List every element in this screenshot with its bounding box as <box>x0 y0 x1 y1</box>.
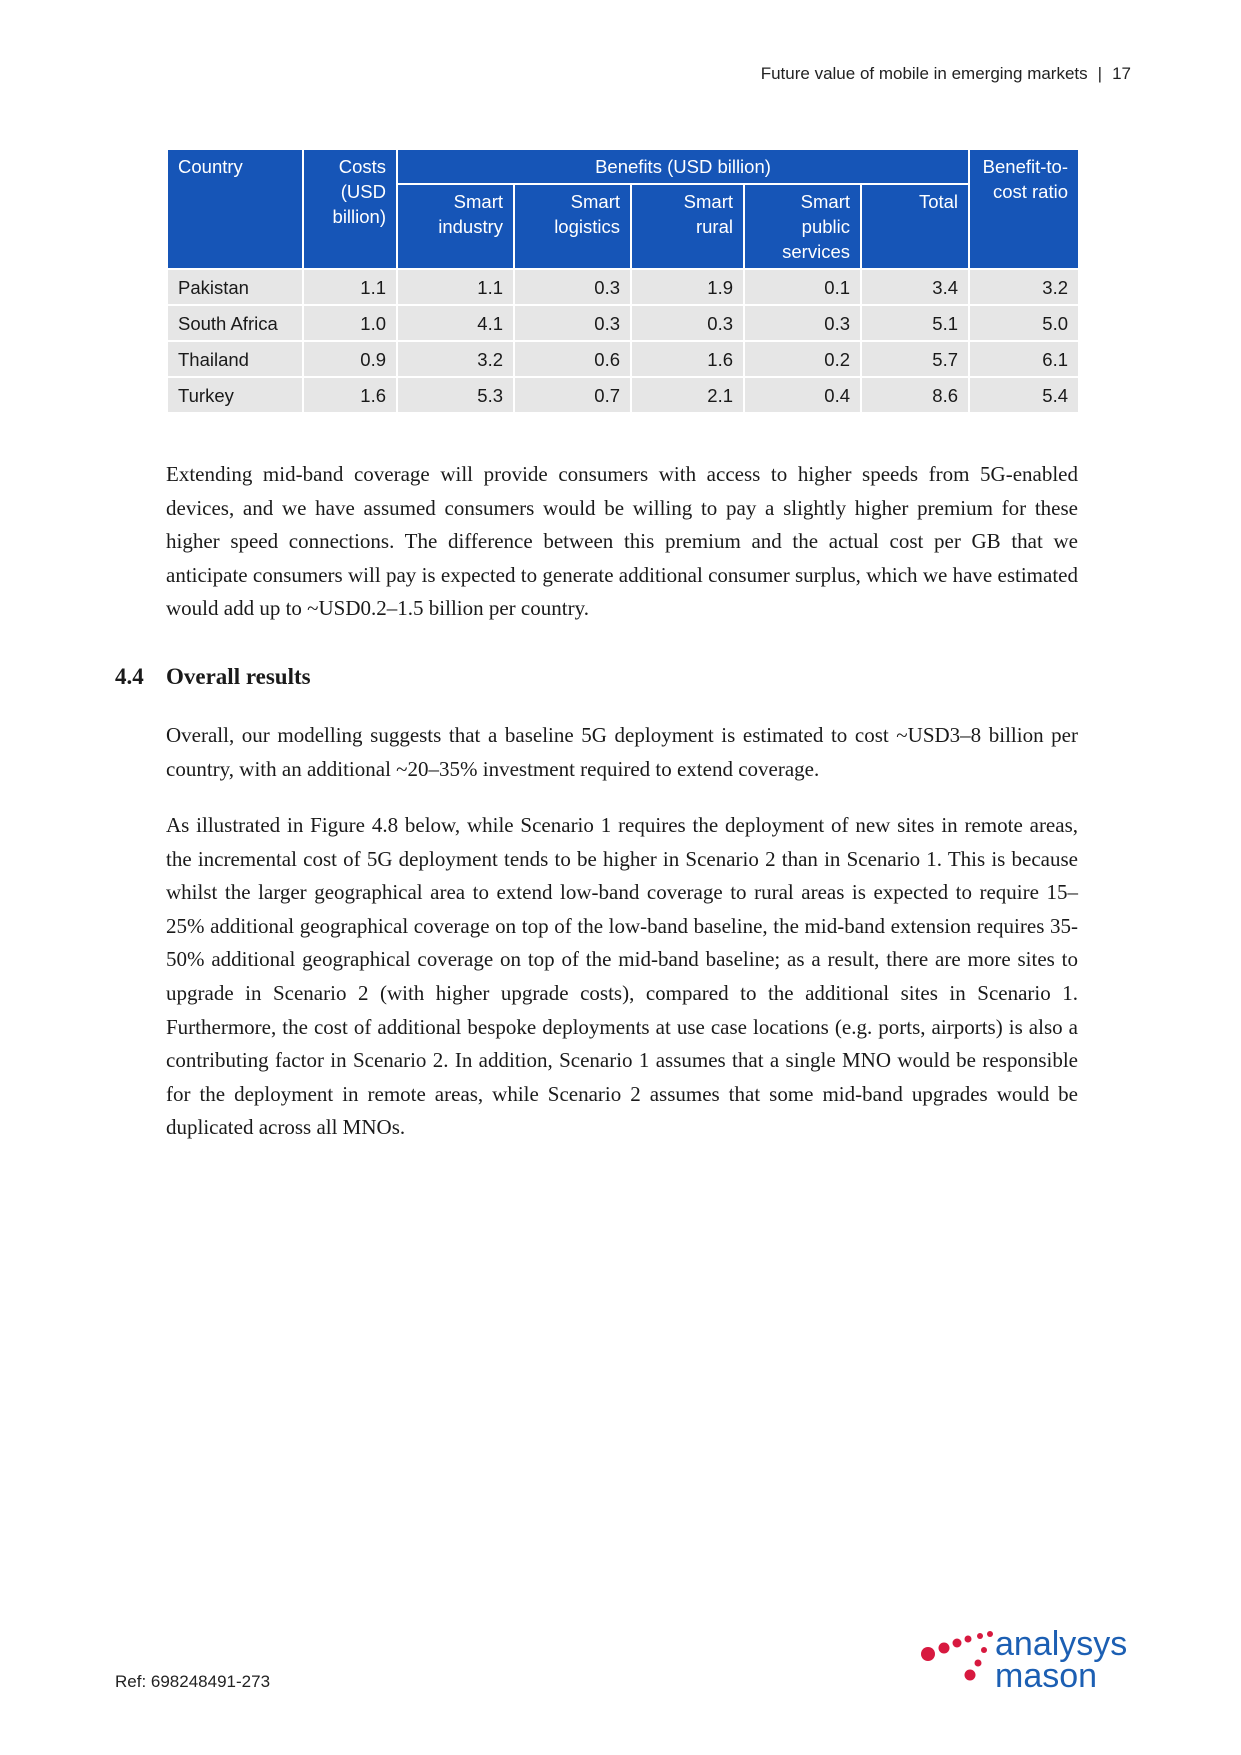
cell-smart-logistics: 0.7 <box>514 377 631 413</box>
cell-costs: 1.0 <box>303 305 397 341</box>
cell-total: 5.1 <box>861 305 969 341</box>
cell-smart-logistics: 0.6 <box>514 341 631 377</box>
section-number: 4.4 <box>115 664 144 689</box>
cell-total: 5.7 <box>861 341 969 377</box>
page-number: 17 <box>1112 64 1131 83</box>
col-header-smart-public-services: Smart public services <box>744 184 861 269</box>
cell-smart-public: 0.2 <box>744 341 861 377</box>
col-header-ratio: Benefit-to-cost ratio <box>969 149 1079 269</box>
cell-smart-industry: 5.3 <box>397 377 514 413</box>
cell-costs: 1.1 <box>303 269 397 305</box>
cell-ratio: 3.2 <box>969 269 1079 305</box>
cell-smart-public: 0.3 <box>744 305 861 341</box>
logo-line-analysys: analysys <box>995 1625 1128 1663</box>
table-row <box>167 377 1079 413</box>
col-header-smart-logistics: Smart logistics <box>514 184 631 269</box>
paragraph-overall: Overall, our modelling suggests that a baseline 5G deployment is estimated to cost ~USD3–8 billion per country, with an additional ~20–35% investment required to extend coverage. <box>166 723 1078 781</box>
col-header-total: Total <box>861 184 969 269</box>
cell-ratio: 5.0 <box>969 305 1079 341</box>
cell-country: South Africa <box>167 305 303 341</box>
col-header-country: Country <box>167 149 303 269</box>
cell-smart-industry: 4.1 <box>397 305 514 341</box>
cell-smart-logistics: 0.3 <box>514 269 631 305</box>
col-header-benefits: Benefits (USD billion) <box>397 149 969 184</box>
section-title: Overall results <box>166 664 311 689</box>
col-header-costs: Costs (USD billion) <box>303 149 397 269</box>
header-title: Future value of mobile in emerging markets <box>760 64 1088 83</box>
benefits-table <box>166 148 1080 414</box>
cell-total: 8.6 <box>861 377 969 413</box>
cell-smart-rural: 2.1 <box>631 377 744 413</box>
cell-costs: 1.6 <box>303 377 397 413</box>
cell-smart-rural: 1.6 <box>631 341 744 377</box>
table-row <box>167 341 1079 377</box>
paragraph-scenarios: As illustrated in Figure 4.8 below, while Scenario 1 requires the deployment of new sites in remote areas, the incremental cost of 5G deployment tends to be higher in Scenario 2 than in Scenario 1. This is because whilst the larger geographical area to extend low-band coverage to rural areas is expected to require 15–25% additional geographical coverage on top of the low-band baseline, the mid-band extension requires 35-50% additional geographical coverage on top of the mid-band baseline; as a result, there are more sites to upgrade in Scenario 2 (with higher upgrade costs), compared to the additional sites in Scenario 1. Furthermore, the cost of additional bespoke deployments at use case locations (e.g. ports, airports) is also a contributing factor in Scenario 2. In addition, Scenario 1 assumes that a single MNO would be responsible for the deployment in remote areas, while Scenario 2 assumes that some mid-band upgrades would be duplicated across all MNOs. <box>166 813 1078 1140</box>
header-separator: | <box>1097 64 1103 83</box>
cell-costs: 0.9 <box>303 341 397 377</box>
cell-smart-rural: 0.3 <box>631 305 744 341</box>
table-row <box>167 269 1079 305</box>
document-reference: Ref: 698248491-273 <box>115 1672 271 1691</box>
cell-ratio: 5.4 <box>969 377 1079 413</box>
cell-smart-public: 0.4 <box>744 377 861 413</box>
cell-total: 3.4 <box>861 269 969 305</box>
cell-smart-logistics: 0.3 <box>514 305 631 341</box>
cell-smart-public: 0.1 <box>744 269 861 305</box>
paragraph-consumer-surplus: Extending mid-band coverage will provide consumers with access to higher speeds from 5G-enabled devices, and we have assumed consumers would be willing to pay a slightly higher premium for these higher speed connections. The difference between this premium and the actual cost per GB that we anticipate consumers will pay is expected to generate additional consumer surplus, which we have estimated would add up to ~USD0.2–1.5 billion per country. <box>166 462 1078 621</box>
logo-line-mason: mason <box>995 1657 1098 1695</box>
section-heading <box>115 664 311 690</box>
cell-country: Turkey <box>167 377 303 413</box>
col-header-smart-rural: Smart rural <box>631 184 744 269</box>
col-header-smart-industry: Smart industry <box>397 184 514 269</box>
cell-country: Thailand <box>167 341 303 377</box>
cell-smart-industry: 3.2 <box>397 341 514 377</box>
table-row <box>167 305 1079 341</box>
cell-smart-industry: 1.1 <box>397 269 514 305</box>
analysys-mason-logo-text <box>995 1625 1128 1695</box>
cell-smart-rural: 1.9 <box>631 269 744 305</box>
page-header <box>761 64 1131 84</box>
cell-country: Pakistan <box>167 269 303 305</box>
cell-ratio: 6.1 <box>969 341 1079 377</box>
